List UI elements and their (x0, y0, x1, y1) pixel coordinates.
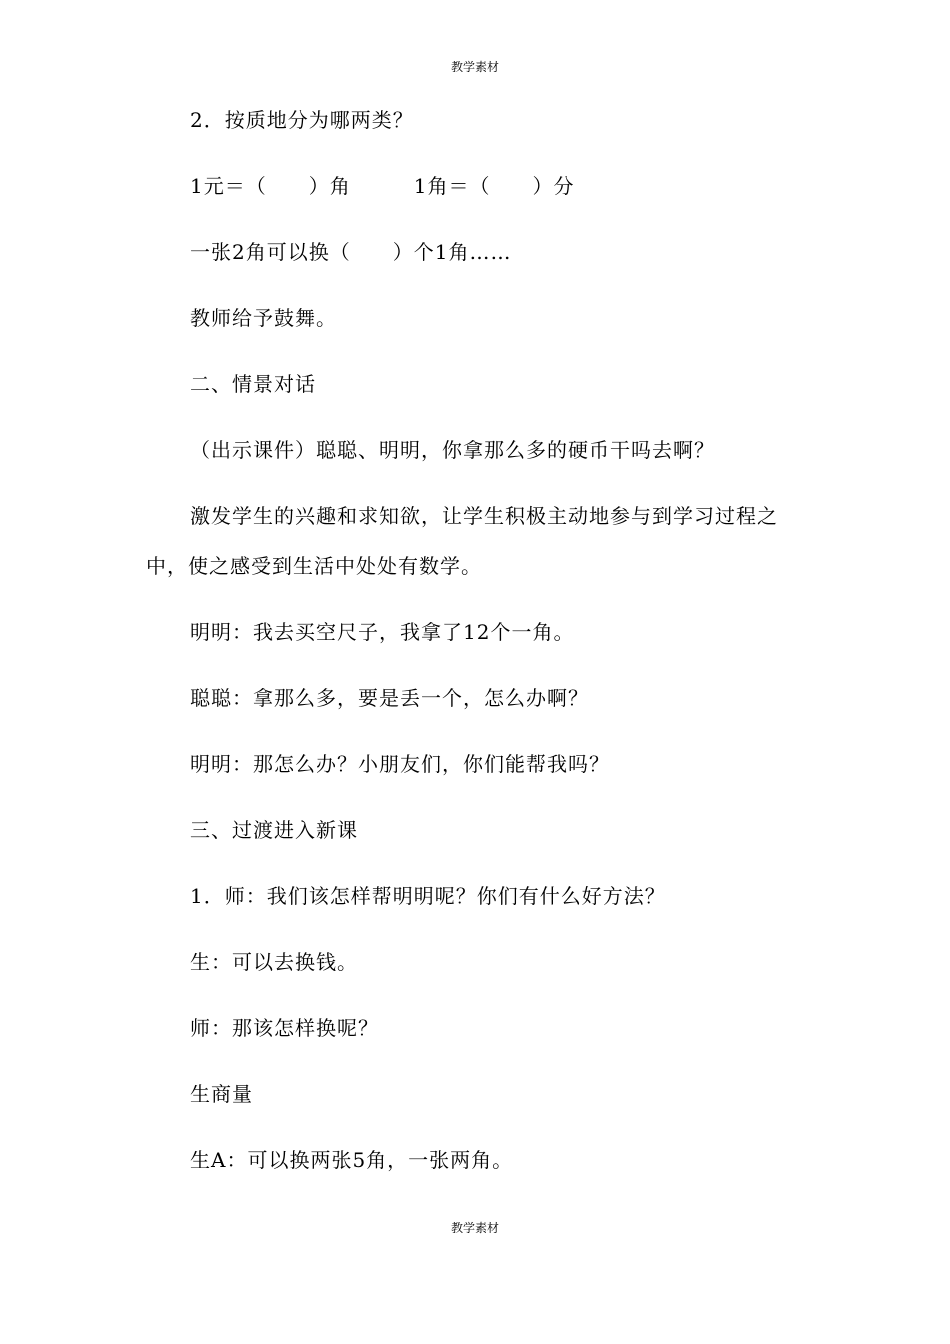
text-line-13: 1．师：我们该怎样帮明明呢？你们有什么好方法？ (190, 884, 666, 908)
section-heading-3: 三、过渡进入新课 (190, 818, 358, 842)
text-line-14: 生：可以去换钱。 (190, 950, 358, 974)
text-line-6: （出示课件）聪聪、明明，你拿那么多的硬币干吗去啊？ (190, 438, 715, 462)
section-heading-2: 二、情景对话 (190, 372, 316, 396)
text-line-10: 聪聪：拿那么多，要是丢一个，怎么办啊？ (190, 686, 589, 710)
page-footer: 教学素材 (450, 1221, 499, 1235)
text-line-7: 激发学生的兴趣和求知欲，让学生积极主动地参与到学习过程之 (190, 504, 778, 528)
text-line-15: 师：那该怎样换呢？ (190, 1016, 379, 1040)
text-line-17: 生A：可以换两张5角，一张两角。 (190, 1148, 514, 1172)
text-line-11: 明明：那怎么办？小朋友们，你们能帮我吗？ (190, 752, 610, 776)
text-line-8: 中，使之感受到生活中处处有数学。 (146, 554, 482, 578)
page-header: 教学素材 (450, 60, 499, 74)
text-line-16: 生商量 (190, 1082, 253, 1106)
text-line-3: 一张2角可以换（ ）个1角…… (190, 240, 512, 264)
text-line-2: 1元＝（ ）角 1角＝（ ）分 (190, 174, 575, 198)
text-line-1: 2．按质地分为哪两类？ (190, 108, 414, 132)
text-line-4: 教师给予鼓舞。 (190, 306, 337, 330)
text-line-9: 明明：我去买空尺子，我拿了12个一角。 (190, 620, 575, 644)
